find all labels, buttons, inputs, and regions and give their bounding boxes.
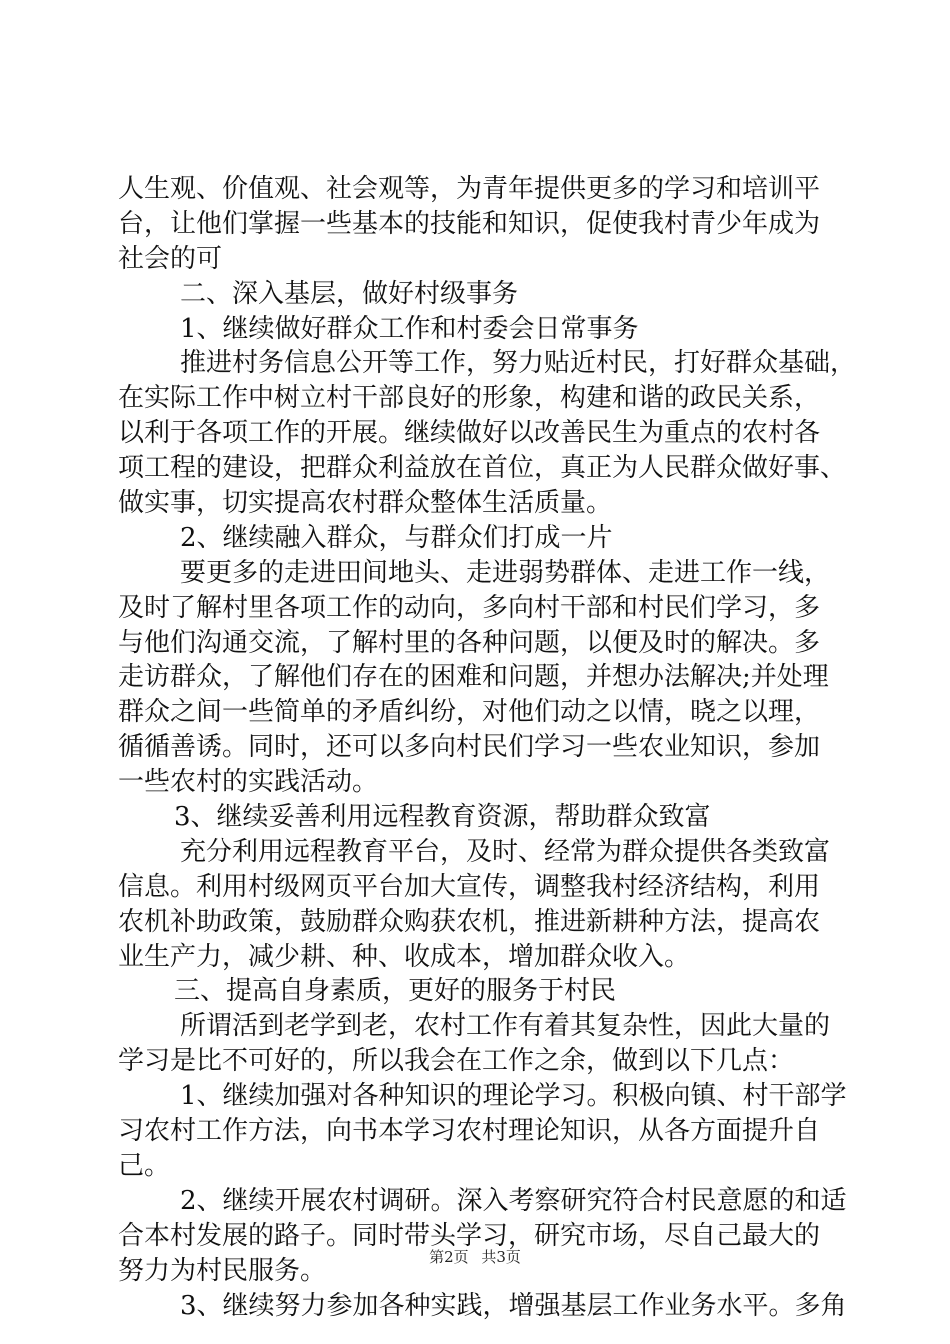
text-line: 要更多的走进田间地头、走进弱势群体、走进工作一线， xyxy=(180,557,831,588)
text-line: 及时了解村里各项工作的动向，多向村干部和村民们学习，多 xyxy=(118,592,821,623)
text-line: 推进村务信息公开等工作，努力贴近村民，打好群众基础， xyxy=(180,348,857,379)
text-line: 循循善诱。同时，还可以多向村民们学习一些农业知识，参加 xyxy=(118,732,821,763)
text-line: 信息。利用村级网页平台加大宣传，调整我村经济结构，利用 xyxy=(118,871,821,902)
text-line: 所谓活到老学到老，农村工作有着其复杂性，因此大量的 xyxy=(180,1011,831,1042)
text-line: 3、继续努力参加各种实践，增强基层工作业务水平。多角 xyxy=(180,1290,847,1321)
page-total: 共3页 xyxy=(481,1248,521,1266)
section-heading: 三、提高自身素质，更好的服务于村民 xyxy=(174,976,617,1007)
text-line: 业生产力，减少耕、种、收成本，增加群众收入。 xyxy=(118,941,691,972)
text-line: 习农村工作方法，向书本学习农村理论知识，从各方面提升自 xyxy=(118,1116,821,1147)
subsection-heading: 2、继续融入群众，与群众们打成一片 xyxy=(180,522,613,553)
text-line: 人生观、价值观、社会观等，为青年提供更多的学习和培训平 xyxy=(118,174,821,204)
text-line: 合本村发展的路子。同时带头学习，研究市场，尽自己最大的 xyxy=(118,1220,821,1251)
text-line: 充分利用远程教育平台，及时、经常为群众提供各类致富 xyxy=(180,836,831,867)
page-footer xyxy=(0,1246,950,1267)
text-line: 项工程的建设，把群众利益放在首位，真正为人民群众做好事、 xyxy=(118,453,847,484)
section-heading: 二、深入基层，做好村级事务 xyxy=(180,278,519,309)
text-line: 己。 xyxy=(118,1150,171,1181)
subsection-heading: 3、继续妥善利用远程教育资源，帮助群众致富 xyxy=(174,802,711,833)
text-line: 与他们沟通交流，了解村里的各种问题，以便及时的解决。多 xyxy=(118,627,821,658)
text-line: 2、继续开展农村调研。深入考察研究符合村民意愿的和适 xyxy=(180,1185,847,1216)
page-number: 第2页 xyxy=(429,1248,469,1266)
text-line: 走访群众，了解他们存在的困难和问题，并想办法解决;并处理 xyxy=(118,662,829,693)
body-text xyxy=(118,172,857,1323)
text-line: 社会的可 xyxy=(118,243,223,274)
text-line: 做实事，切实提高农村群众整体生活质量。 xyxy=(118,488,613,519)
text-line: 台，让他们掌握一些基本的技能和知识，促使我村青少年成为 xyxy=(118,208,821,239)
text-line: 1、继续加强对各种知识的理论学习。积极向镇、村干部学 xyxy=(180,1081,847,1112)
text-line: 在实际工作中树立村干部良好的形象，构建和谐的政民关系， xyxy=(118,383,821,414)
text-line: 一些农村的实践活动。 xyxy=(118,767,379,798)
text-line: 农机补助政策，鼓励群众购获农机，推进新耕种方法，提高农 xyxy=(118,906,821,937)
text-line: 以利于各项工作的开展。继续做好以改善民生为重点的农村各 xyxy=(118,418,821,449)
text-line: 努力为村民服务。 xyxy=(118,1255,327,1286)
text-line: 群众之间一些简单的矛盾纠纷，对他们动之以情，晓之以理， xyxy=(118,697,821,728)
subsection-heading: 1、继续做好群众工作和村委会日常事务 xyxy=(180,313,639,344)
text-line: 学习是比不可好的，所以我会在工作之余，做到以下几点： xyxy=(118,1046,795,1077)
